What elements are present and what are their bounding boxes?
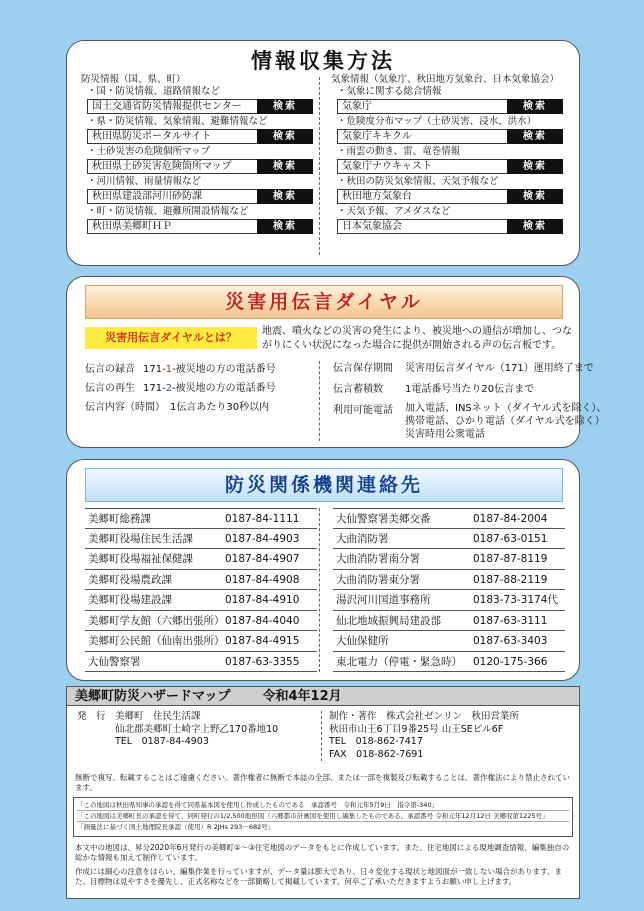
info-collection-card <box>66 40 580 266</box>
dial-spec-list <box>333 360 606 441</box>
weather-info-heading: ・雨雲の動き、雷、竜巻情報 <box>337 146 461 157</box>
contact-row: 美郷町役場農政課 0187-84-4908 <box>85 570 317 591</box>
contact-row: 大曲消防署南分署 0187-87-8119 <box>333 549 565 570</box>
publication-title: 美郷町防災ハザードマップ <box>75 689 231 704</box>
map-sources: 「この地図は秋田県知事の承認を得て同県基本図を使用し作成したものである 承認番号 令和元年5月9日 指令第-340」 「この地図は美郷町長の承認を得て、同町発行の1/2,500地形図（六郷都市計画図を使用し編集したものである。承認番号 令和元年12月12日 美郷収第1225号」 「測量法に基づく国土地理院長承認（使用）R 2JHs 293－682号」 <box>73 797 573 837</box>
search-button[interactable]: 検索 <box>507 189 563 204</box>
contact-row: 大曲消防署東分署 0187-88-2119 <box>333 570 565 591</box>
record-digit: 1 <box>165 364 173 375</box>
play-digit: 2 <box>165 383 173 394</box>
contact-row: 美郷町役場住民生活課 0187-84-4903 <box>85 529 317 550</box>
weather-info-column <box>331 73 567 236</box>
search-row[interactable] <box>87 159 313 174</box>
contact-row: 大仙警察署 0187-63-3355 <box>85 652 317 673</box>
dial-usage-list <box>85 360 276 417</box>
search-row[interactable] <box>87 129 313 144</box>
search-button[interactable]: 検索 <box>257 99 313 114</box>
search-button[interactable]: 検索 <box>507 99 563 114</box>
search-button[interactable]: 検索 <box>257 159 313 174</box>
column-divider <box>319 508 320 672</box>
record-row: 伝言の録音 171-1-被災地の方の電話番号 <box>85 364 276 375</box>
contacts-table-right <box>333 508 565 672</box>
contacts-card <box>66 459 580 681</box>
publication-date: 令和4年12月 <box>262 689 342 704</box>
site-name: 日本気象協会 <box>342 221 402 232</box>
contact-row: 美郷町総務課 0187-84-1111 <box>85 508 317 529</box>
search-row[interactable] <box>87 99 313 114</box>
search-row[interactable] <box>337 99 563 114</box>
contacts-table-left <box>85 508 317 672</box>
site-name: 秋田県防災ポータルサイト <box>92 131 212 142</box>
accuracy-note: 作成には細心の注意をはらい、編集作業を行っていますが、データ量は膨大であり、日々変化する現状と地図面が一致しない場合があります。また、目標物は見やすさを優先し、正式名称などを一部簡略して掲載しています。何卒ご了承いただきますようお願い申し上げます。 <box>75 867 562 886</box>
disaster-info-heading: ・県・防災情報、気象情報、避難情報など <box>87 116 268 127</box>
search-button[interactable]: 検索 <box>257 219 313 234</box>
weather-info-heading: ・秋田の防災気象情報、天気予報など <box>337 176 499 187</box>
producer-info: 制作・著作 株式会社ゼンリン 秋田営業所 秋田市山王6丁目9番25号 山王SEビル6F TEL 018-862-7417 FAX 018-862-7691 <box>329 711 520 760</box>
column-divider <box>319 361 320 441</box>
question-badge: 災害用伝言ダイヤルとは？ <box>85 327 257 349</box>
dial-description: 地震、噴火などの災害の発生により、被災地への通信が増加し、つながりにくい状況になった場合に提供が開始される声の伝言板です。 <box>262 326 572 351</box>
colophon-header <box>67 687 579 706</box>
site-name: 気象庁ナウキャスト <box>342 161 432 172</box>
site-name: 気象庁 <box>342 101 372 112</box>
weather-info-header: 気象情報（気象庁、秋田地方気象台、日本気象協会） <box>331 74 560 85</box>
map-data-note: 本文中の地図は、昇分2020年6月発行の美郷町①～③住宅地図のデータをもとに作成しています。また、住宅地図による現地調査情報、編集独自の総かな情報も加えて制作しています。 <box>75 843 570 862</box>
contact-row: 美郷町役場建設課 0187-84-4910 <box>85 590 317 611</box>
weather-info-heading: ・気象に関する総合情報 <box>337 86 442 97</box>
play-row: 伝言の再生 171-2-被災地の方の電話番号 <box>85 383 276 394</box>
search-button[interactable]: 検索 <box>507 219 563 234</box>
disaster-info-heading: ・河川情報、雨量情報など <box>87 176 202 187</box>
search-button[interactable]: 検索 <box>257 189 313 204</box>
length-row: 伝言内容（時間） 1伝言あたり30秒以内 <box>85 402 270 413</box>
contact-row: 東北電力（停電・緊急時） 0120-175-366 <box>333 652 565 673</box>
phones-row: 利用可能電話 加入電話、INSネット（ダイヤル式を除く）、 携帯電話、ひかり電話（ダイヤル式を除く） 災害時用公衆電話 <box>333 403 607 440</box>
contact-row: 美郷町学友館（六郷出張所） 0187-84-4040 <box>85 611 317 632</box>
message-dial-card <box>66 276 607 448</box>
disaster-info-header: 防災情報（国、県、町） <box>81 74 186 85</box>
contact-row: 美郷町役場福祉保健課 0187-84-4907 <box>85 549 317 570</box>
search-row[interactable] <box>87 219 313 234</box>
keep-row: 伝言保存期間 災害用伝言ダイヤル（171）運用終了まで <box>333 363 594 374</box>
colophon <box>66 686 580 899</box>
search-button[interactable]: 検索 <box>507 129 563 144</box>
disaster-info-heading: ・町・防災情報、避難所開設情報など <box>87 206 249 217</box>
contact-row: 大仙保健所 0187-63-3403 <box>333 631 565 652</box>
disaster-info-heading: ・土砂災害の危険個所マップ <box>87 146 211 157</box>
weather-info-heading: ・危険度分布マップ（土砂災害、浸水、洪水） <box>337 116 537 127</box>
column-divider <box>321 711 322 761</box>
search-row[interactable] <box>337 219 563 234</box>
weather-info-heading: ・天気予報、アメダスなど <box>337 206 451 217</box>
search-button[interactable]: 検索 <box>257 129 313 144</box>
search-row[interactable] <box>337 129 563 144</box>
column-divider <box>319 77 320 255</box>
site-name: 秋田県美郷町ＨＰ <box>92 221 172 232</box>
contact-row: 湯沢河川国道事務所 0183-73-3174代 <box>333 590 565 611</box>
site-name: 秋田県土砂災害危険箇所マップ <box>92 161 232 172</box>
search-row[interactable] <box>87 189 313 204</box>
info-collection-title: 情報収集方法 <box>251 49 395 73</box>
contacts-title: 防災関係機関連絡先 <box>85 468 563 502</box>
search-row[interactable] <box>337 159 563 174</box>
contact-row: 仙北地域振興局建設部 0187-63-3111 <box>333 611 565 632</box>
site-name: 秋田地方気象台 <box>342 191 412 202</box>
site-name: 国土交通省防災情報提供センター <box>92 101 242 112</box>
search-row[interactable] <box>337 189 563 204</box>
copyright-notice: 無断で複写、転載することはご遠慮ください。著作権者に無断で本誌の全部、または一部を複製及び転載することは、著作権法により禁止されています。 <box>75 773 570 792</box>
count-row: 伝言蓄積数 1電話番号当たり20伝言まで <box>333 384 535 395</box>
message-dial-title: 災害用伝言ダイヤル <box>85 285 563 319</box>
disaster-info-heading: ・国・防災情報、道路情報など <box>87 86 221 97</box>
site-name: 秋田県建設部河川砂防課 <box>92 191 202 202</box>
disaster-info-column <box>81 73 317 236</box>
contact-row: 大曲消防署 0187-63-0151 <box>333 529 565 550</box>
contact-row: 美郷町公民館（仙南出張所） 0187-84-4915 <box>85 631 317 652</box>
search-button[interactable]: 検索 <box>507 159 563 174</box>
site-name: 気象庁キキクル <box>342 131 412 142</box>
publisher-info: 発 行 美郷町 住民生活課 仙北郡美郷町土崎字上野乙170番地10 TEL 0187-84-4903 <box>77 711 279 747</box>
contact-row: 大仙警察署美郷交番 0187-84-2004 <box>333 508 565 529</box>
